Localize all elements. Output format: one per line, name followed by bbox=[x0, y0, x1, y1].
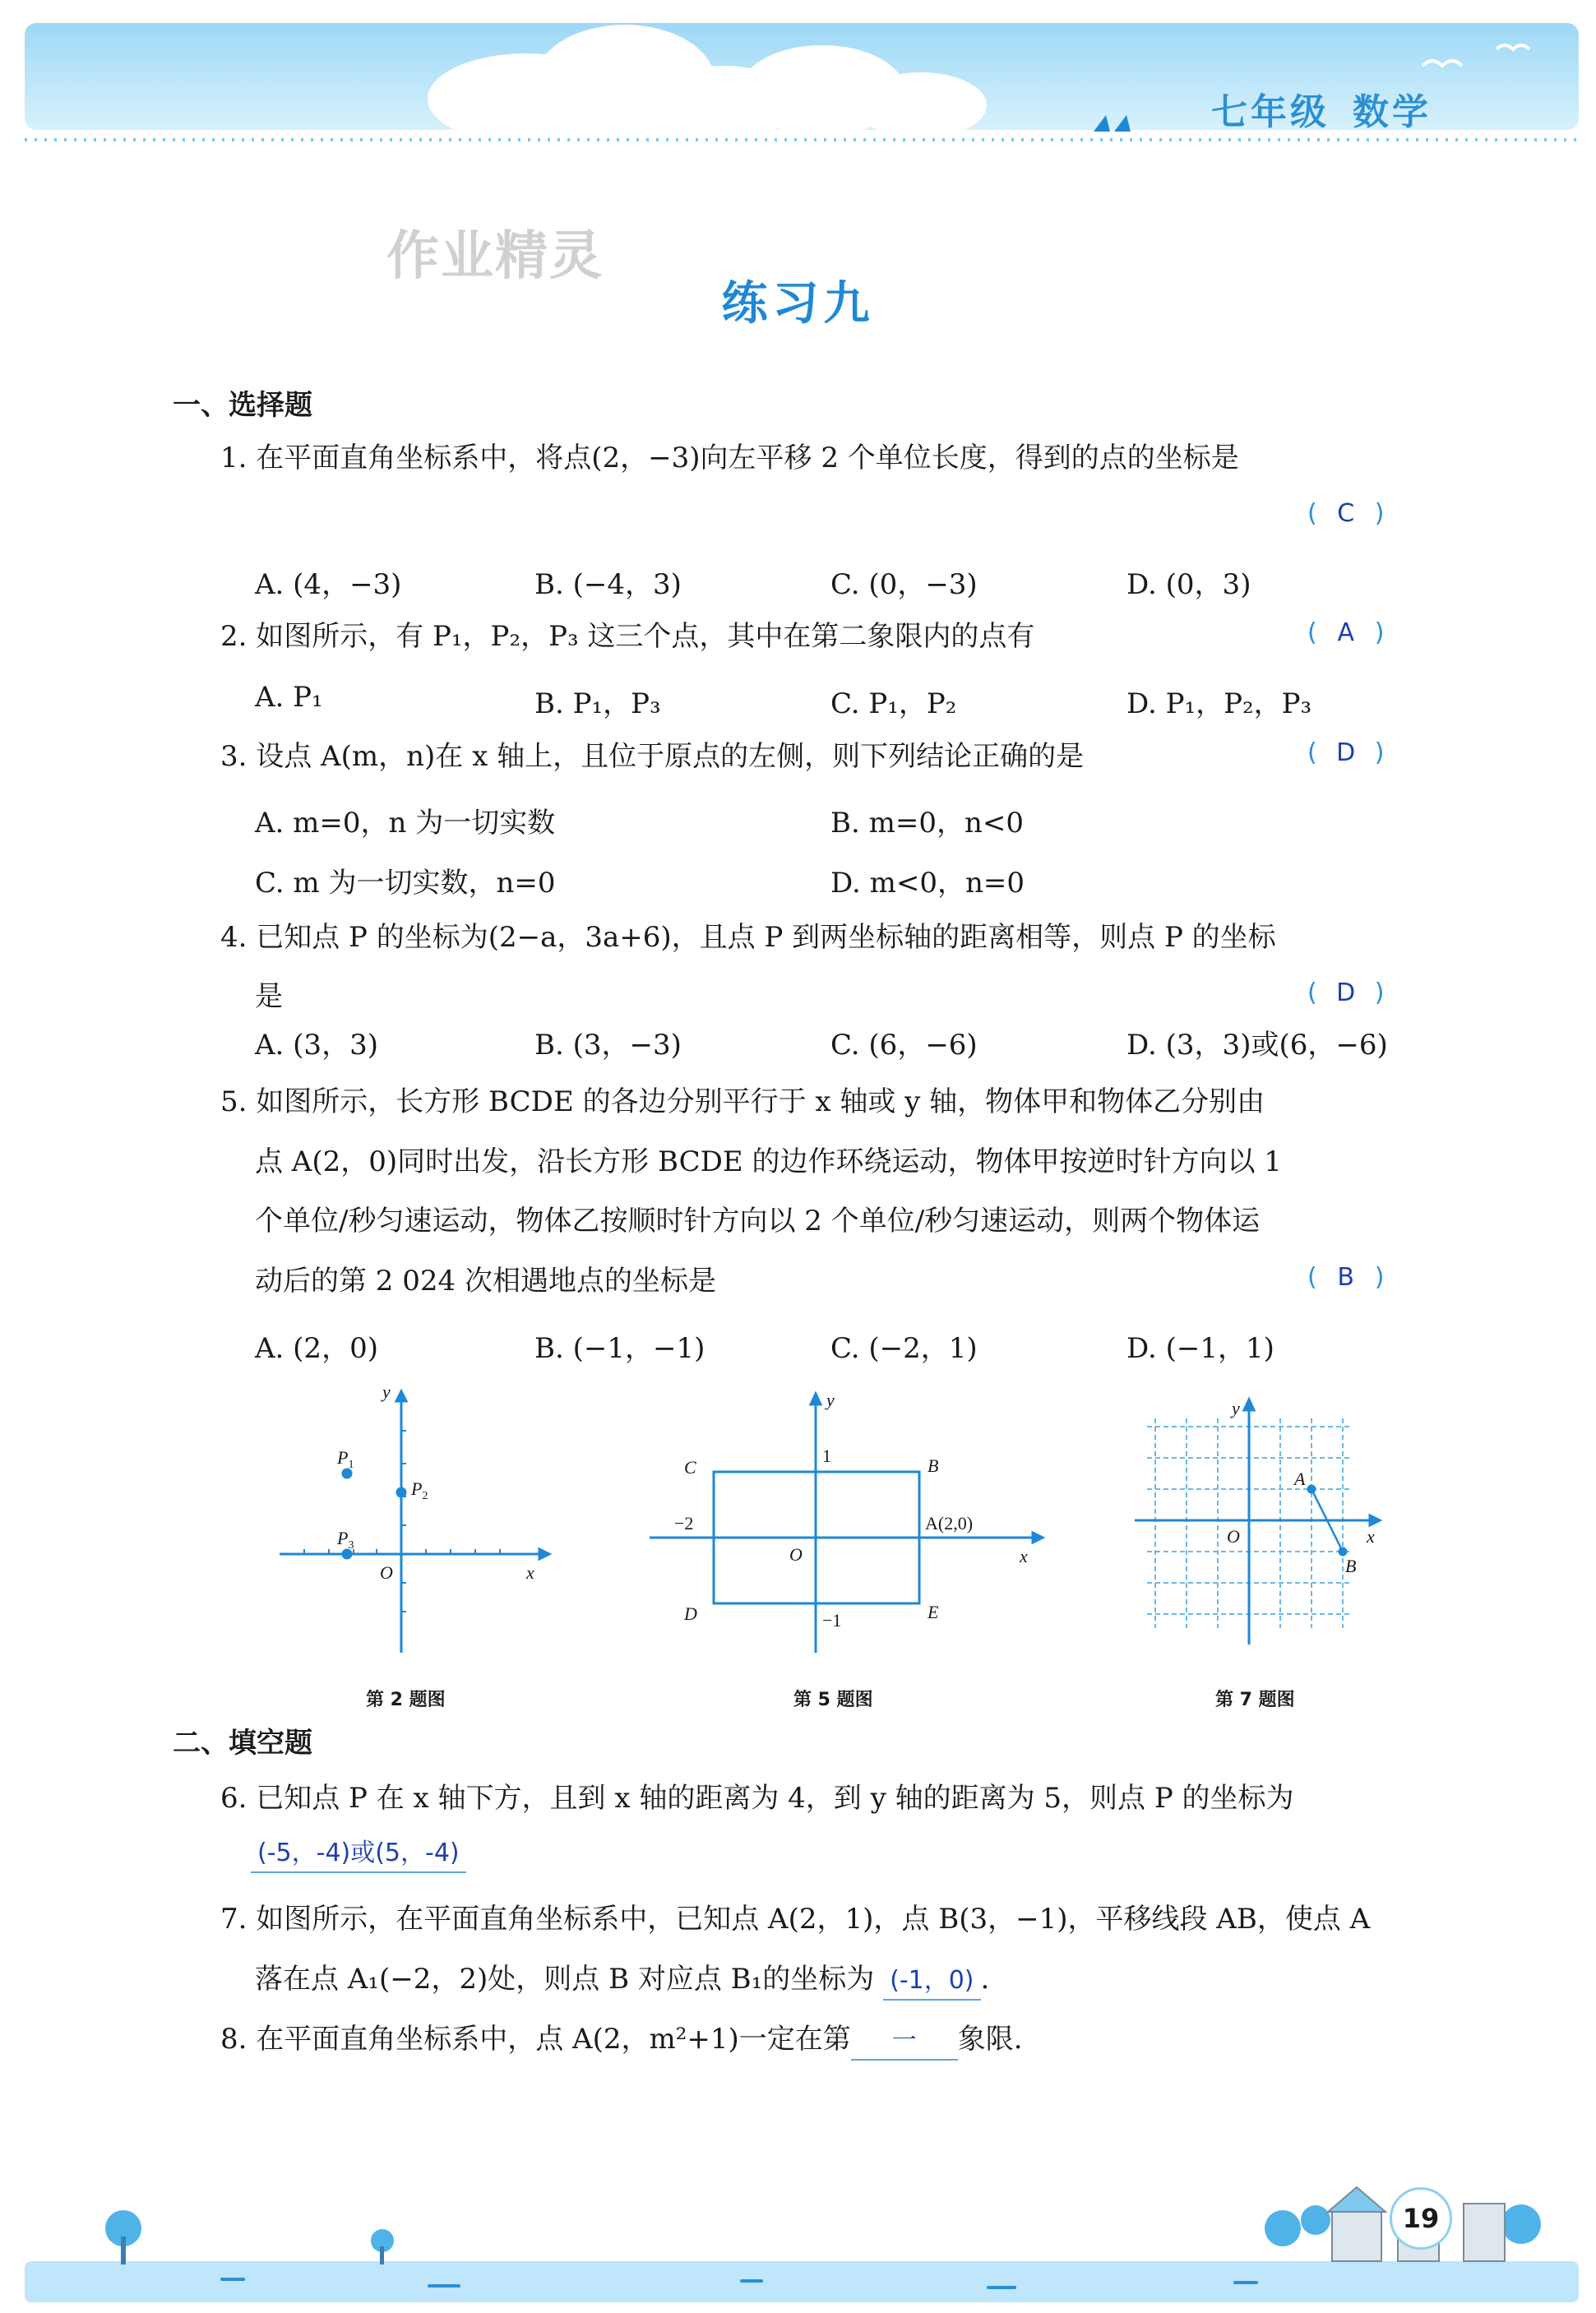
fig2-point-p2 bbox=[397, 1488, 405, 1497]
q8-text-post: 象限. bbox=[957, 2023, 1023, 2056]
q2-answer: ( A ) bbox=[1307, 618, 1385, 647]
q3-option-a: A. m=0，n 为一切实数 bbox=[255, 807, 556, 840]
q2-text: 2. 如图所示，有 P₁，P₂，P₃ 这三个点，其中在第二象限内的点有 bbox=[220, 620, 1035, 653]
q5-answer-value: B bbox=[1337, 1263, 1355, 1292]
q2-option-c: C. P₁，P₂ bbox=[830, 687, 957, 720]
fig7-b-label: B bbox=[1345, 1556, 1357, 1576]
figure-q5 bbox=[633, 1381, 1061, 1661]
fig7-x-arrow bbox=[1370, 1515, 1380, 1525]
q3-option-c: C. m 为一切实数，n=0 bbox=[255, 867, 556, 900]
q1-text: 1. 在平面直角坐标系中，将点(2，−3)向左平移 2 个单位长度，得到的点的坐标是 bbox=[220, 442, 1239, 474]
q5-option-c: C. (−2，1) bbox=[830, 1332, 978, 1365]
q5-text-line4: 动后的第 2 024 次相遇地点的坐标是 bbox=[255, 1265, 716, 1298]
q3-text: 3. 设点 A(m，n)在 x 轴上，且位于原点的左侧，则下列结论正确的是 bbox=[220, 740, 1085, 773]
fig5-d-label: D bbox=[684, 1603, 697, 1624]
fig7-point-a bbox=[1308, 1486, 1315, 1492]
q2-option-a: A. P₁ bbox=[255, 681, 323, 714]
q3-option-b: B. m=0，n<0 bbox=[830, 807, 1024, 840]
q5-option-a: A. (2，0) bbox=[255, 1332, 378, 1365]
q7-answer: (-1，0) bbox=[883, 1963, 980, 2001]
q1-option-b: B. (−4，3) bbox=[534, 568, 682, 601]
q6-answer: (-5，-4)或(5，-4) bbox=[251, 1835, 466, 1873]
figure-q5-caption: 第 5 题图 bbox=[793, 1690, 873, 1710]
fig5-x-label: x bbox=[1020, 1546, 1028, 1566]
q7-text-line2 bbox=[255, 1961, 989, 2001]
figure-q7-caption: 第 7 题图 bbox=[1215, 1690, 1295, 1710]
header-grade-subject bbox=[1211, 82, 1432, 135]
q5-text-line2: 点 A(2，0)同时出发，沿长方形 BCDE 的边作环绕运动，物体甲按逆时针方向以 1 bbox=[255, 1145, 1282, 1178]
section-fill-heading: 二、填空题 bbox=[173, 1727, 312, 1760]
q5-answer: ( B ) bbox=[1307, 1263, 1385, 1292]
q1-option-a: A. (4，−3) bbox=[255, 568, 402, 601]
fig7-point-b bbox=[1339, 1548, 1346, 1555]
q3-answer-value: D bbox=[1336, 738, 1356, 767]
q2-option-d: D. P₁，P₂，P₃ bbox=[1126, 687, 1312, 720]
fig5-y-label: y bbox=[826, 1390, 835, 1410]
q7-text-line2-pre: 落在点 A₁(−2，2)处，则点 B 对应点 B₁的坐标为 bbox=[255, 1963, 875, 1996]
q5-option-b: B. (−1，−1) bbox=[534, 1332, 705, 1365]
q4-answer-value: D bbox=[1336, 978, 1356, 1007]
q5-text-line1: 5. 如图所示，长方形 BCDE 的各边分别平行于 x 轴或 y 轴，物体甲和物体乙分别由 bbox=[220, 1085, 1265, 1118]
fig2-p2-label: $P_2$ bbox=[411, 1478, 428, 1502]
q4-option-d: D. (3，3)或(6，−6) bbox=[1126, 1029, 1388, 1062]
grade-label: 七年级 bbox=[1211, 91, 1330, 133]
q2-answer-value: A bbox=[1337, 618, 1354, 647]
figure-q7 bbox=[1126, 1390, 1398, 1661]
fig5-e-label: E bbox=[928, 1602, 939, 1622]
fig7-x-label: x bbox=[1367, 1526, 1375, 1547]
q6-text: 6. 已知点 P 在 x 轴下方，且到 x 轴的距离为 4，到 y 轴的距离为 5，则点 P 的坐标为 bbox=[220, 1782, 1294, 1815]
page-title: 练习九 bbox=[721, 277, 875, 331]
fig5-tick-1: 1 bbox=[822, 1446, 831, 1466]
q5-option-d: D. (−1，1) bbox=[1126, 1332, 1274, 1365]
q8-text-pre: 8. 在平面直角坐标系中，点 A(2，m²+1)一定在第 bbox=[220, 2023, 851, 2056]
fig5-b-label: B bbox=[928, 1455, 939, 1476]
fig5-tick-minus1: −1 bbox=[822, 1610, 842, 1631]
q5-text-line3: 个单位/秒匀速运动，物体乙按顺时针方向以 2 个单位/秒匀速运动，则两个物体运 bbox=[255, 1205, 1261, 1237]
fig5-a-label: A(2,0) bbox=[925, 1513, 974, 1534]
q2-option-b: B. P₁，P₃ bbox=[534, 687, 661, 720]
page-number: 19 bbox=[1390, 2187, 1452, 2250]
fig7-a-label: A bbox=[1294, 1469, 1306, 1489]
fig2-p3-label: $P_3$ bbox=[337, 1528, 354, 1552]
fig5-x-arrow bbox=[1033, 1533, 1043, 1543]
q3-option-d: D. m<0，n=0 bbox=[830, 867, 1025, 900]
q4-answer: ( D ) bbox=[1307, 978, 1385, 1007]
q4-option-a: A. (3，3) bbox=[255, 1029, 378, 1062]
q3-answer: ( D ) bbox=[1307, 738, 1385, 767]
q1-answer: ( C ) bbox=[1307, 499, 1385, 528]
fig2-p1-label: $P_1$ bbox=[337, 1447, 354, 1471]
q4-option-b: B. (3，−3) bbox=[534, 1029, 682, 1062]
fig7-y-arrow bbox=[1244, 1399, 1254, 1410]
fig7-y-label: y bbox=[1232, 1398, 1240, 1418]
q4-text-line1: 4. 已知点 P 的坐标为(2−a，3a+6)，且点 P 到两坐标轴的距离相等，则点 P 的坐标 bbox=[220, 921, 1276, 954]
fig2-y-label: y bbox=[382, 1381, 391, 1402]
q1-option-c: C. (0，−3) bbox=[830, 568, 978, 601]
q1-option-d: D. (0，3) bbox=[1126, 568, 1251, 601]
fig5-c-label: C bbox=[684, 1457, 696, 1478]
q4-text-line2: 是 bbox=[255, 980, 283, 1013]
fig5-y-arrow bbox=[811, 1394, 821, 1404]
fig2-x-arrow bbox=[539, 1549, 549, 1559]
q7-text-line1: 7. 如图所示，在平面直角坐标系中，已知点 A(2，1)，点 B(3，−1)，平移线段 AB，使点 A bbox=[220, 1903, 1371, 1936]
q8-text bbox=[220, 2021, 1023, 2061]
figure-q2-caption: 第 2 题图 bbox=[366, 1690, 446, 1710]
fig5-origin-label: O bbox=[789, 1544, 803, 1565]
fig7-origin-label: O bbox=[1227, 1526, 1240, 1547]
subject-label: 数学 bbox=[1353, 91, 1432, 133]
fig5-tick-minus2: −2 bbox=[674, 1513, 694, 1534]
q4-option-c: C. (6，−6) bbox=[830, 1029, 978, 1062]
q6-answer-line bbox=[251, 1834, 466, 1873]
footer-scenery bbox=[0, 2171, 1596, 2313]
footer-trees bbox=[105, 2204, 1541, 2264]
watermark: 作业精灵 bbox=[386, 226, 604, 287]
q8-answer: 一 bbox=[851, 2023, 958, 2061]
section-choice-heading: 一、选择题 bbox=[173, 389, 312, 422]
figure-q2 bbox=[271, 1381, 559, 1661]
fig2-y-arrow bbox=[396, 1391, 406, 1401]
q1-answer-value: C bbox=[1337, 499, 1355, 528]
fig2-x-label: x bbox=[526, 1562, 534, 1583]
fig2-origin-label: O bbox=[380, 1562, 393, 1583]
q7-text-line2-post: . bbox=[980, 1963, 990, 1996]
